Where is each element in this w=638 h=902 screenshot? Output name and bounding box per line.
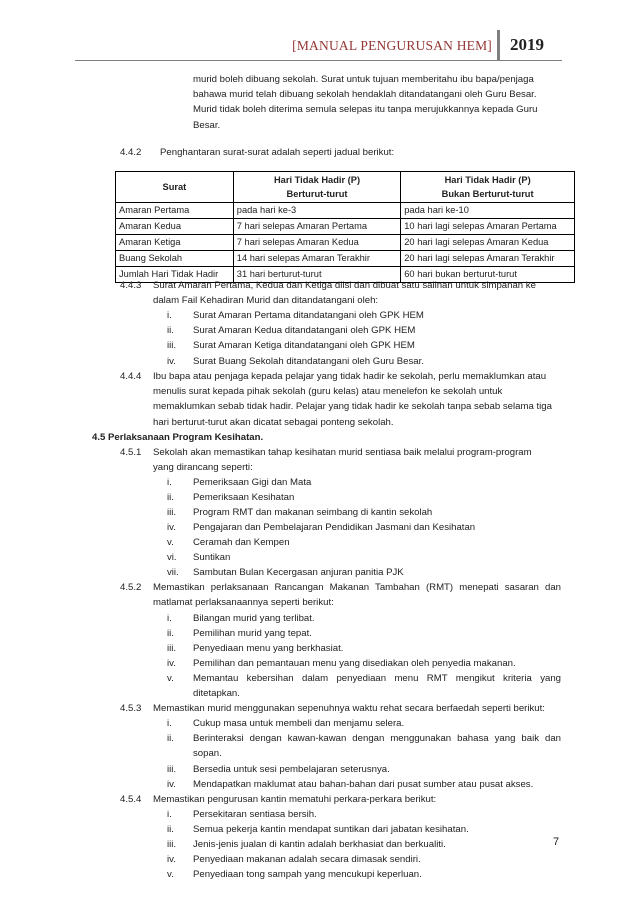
list-marker: i. xyxy=(167,809,172,820)
list-marker: iii. xyxy=(167,643,177,654)
list-marker: iii. xyxy=(167,764,177,775)
list-item: Suntikan xyxy=(193,552,231,563)
section-4-5-3-line: Memastikan murid menggunakan sepenuhnya waktu rehat secara berfaedah seperti berikut: xyxy=(153,703,545,714)
list-marker: i. xyxy=(167,477,172,488)
list-marker: ii. xyxy=(167,824,174,835)
table-cell: 7 hari selepas Amaran Kedua xyxy=(233,235,400,251)
table-header-surat: Surat xyxy=(116,172,234,203)
section-4-5-2-line: Memastikan perlaksanaan Rancangan Makanan Tambahan (RMT) menepati sasaran dan xyxy=(153,582,561,593)
section-4-5-2-number: 4.5.2 xyxy=(120,582,142,593)
list-marker: ii. xyxy=(167,492,174,503)
table-cell: Amaran Pertama xyxy=(116,203,234,219)
list-item: Pemilihan dan pemantauan menu yang disediakan oleh penyedia makanan. xyxy=(193,658,516,669)
page-number: 7 xyxy=(553,836,560,848)
table-row xyxy=(116,235,575,251)
list-marker: v. xyxy=(167,869,174,880)
table-row xyxy=(116,219,575,235)
section-4-4-2-number: 4.4.2 xyxy=(120,147,142,158)
table-cell: Buang Sekolah xyxy=(116,251,234,267)
list-marker: iv. xyxy=(167,522,176,533)
list-marker: i. xyxy=(167,310,172,321)
list-item: Pemeriksaan Kesihatan xyxy=(193,492,295,503)
table-row xyxy=(116,203,575,219)
list-item: Cukup masa untuk membeli dan menjamu selera. xyxy=(193,718,405,729)
paragraph-line: memaklumkan sebab tidak hadir. Pelajar yang tidak hadir ke sekolah tanpa sebab selama tiga xyxy=(153,401,552,413)
section-4-5-1-line: yang dirancang seperti: xyxy=(153,462,253,473)
section-4-5-4-number: 4.5.4 xyxy=(120,794,142,805)
list-marker: ii. xyxy=(167,325,174,336)
list-marker: v. xyxy=(167,537,174,548)
table-cell: 31 hari berturut-turut xyxy=(233,267,400,283)
list-marker: iii. xyxy=(167,839,177,850)
list-item: Memantau kebersihan dalam penyediaan menu RMT mengikut kriteria yang xyxy=(193,673,561,684)
paragraph-line: hari berturut-turut akan dicatat sebagai ponteng sekolah. xyxy=(153,416,394,428)
list-item: Program RMT dan makanan seimbang di kantin sekolah xyxy=(193,507,433,518)
table-cell: 20 hari lagi selepas Amaran Kedua xyxy=(401,235,575,251)
list-item: Sambutan Bulan Kecergasan anjuran panitia PJK xyxy=(193,567,404,578)
header-year: 2019 xyxy=(510,35,544,54)
table-header-nonconsecutive: Hari Tidak Hadir (P) Bukan Berturut-turut xyxy=(401,172,575,203)
section-4-5-4-line: Memastikan pengurusan kantin mematuhi perkara-perkara berikut: xyxy=(153,794,437,805)
list-marker: iv. xyxy=(167,854,176,865)
list-item: Surat Amaran Pertama ditandatangani oleh GPK HEM xyxy=(193,310,424,321)
header-divider xyxy=(497,30,500,60)
list-item: Pengajaran dan Pembelajaran Pendidikan Jasmani dan Kesihatan xyxy=(193,522,476,533)
list-item: Surat Amaran Ketiga ditandatangani oleh GPK HEM xyxy=(193,340,415,351)
header-rule xyxy=(75,60,562,61)
list-item: Pemeriksaan Gigi dan Mata xyxy=(193,477,312,488)
list-marker: vi. xyxy=(167,552,177,563)
section-4-5-heading: 4.5 Perlaksanaan Program Kesihatan. xyxy=(92,432,264,443)
list-item: Persekitaran sentiasa bersih. xyxy=(193,809,317,820)
list-item: Ceramah dan Kempen xyxy=(193,537,290,548)
table-header-row xyxy=(116,172,575,203)
list-item: Semua pekerja kantin mendapat suntikan dari jabatan kesihatan. xyxy=(193,824,469,835)
table-cell: Jumlah Hari Tidak Hadir xyxy=(116,267,234,283)
list-marker: ii. xyxy=(167,733,174,744)
list-marker: iv. xyxy=(167,779,176,790)
table-cell: pada hari ke-10 xyxy=(401,203,575,219)
list-item: Mendapatkan maklumat atau bahan-bahan dari pusat sumber atau pusat akses. xyxy=(193,779,534,790)
section-4-4-4-paragraph xyxy=(153,369,561,430)
paragraph-line: Ibu bapa atau penjaga kepada pelajar yang tidak hadir ke sekolah, perlu memaklumkan atau xyxy=(153,371,547,382)
list-item: Penyediaan menu yang berkhasiat. xyxy=(193,643,344,654)
table-cell: Amaran Ketiga xyxy=(116,235,234,251)
list-marker: i. xyxy=(167,718,172,729)
intro-line: murid boleh dibuang sekolah. Surat untuk tujuan memberitahu ibu bapa/penjaga xyxy=(193,74,534,85)
section-4-5-1-number: 4.5.1 xyxy=(120,447,142,458)
list-item: Jenis-jenis jualan di kantin adalah berkhasiat dan berkualiti. xyxy=(193,839,446,850)
section-4-5-2-line: matlamat perlaksanaannya seperti berikut: xyxy=(153,597,334,608)
section-4-4-3-line: Surat Amaran Pertama, Kedua dan Ketiga diisi dan dibuat satu salinan untuk simpanan ke xyxy=(153,280,536,291)
attendance-schedule-table xyxy=(115,171,575,283)
list-marker: v. xyxy=(167,673,174,684)
list-item: Penyediaan tong sampah yang mencukupi keperluan. xyxy=(193,869,422,880)
list-item: Surat Amaran Kedua ditandatangani oleh GPK HEM xyxy=(193,325,416,336)
list-marker: iii. xyxy=(167,507,177,518)
list-marker: i. xyxy=(167,613,172,624)
table-cell: Amaran Kedua xyxy=(116,219,234,235)
intro-line: bahawa murid telah dibuang sekolah hendaklah ditandatangani oleh Guru Besar. xyxy=(193,89,537,101)
list-marker: ii. xyxy=(167,628,174,639)
section-4-4-3-line: dalam Fail Kehadiran Murid dan ditandatangani oleh: xyxy=(153,295,379,306)
list-item: Bersedia untuk sesi pembelajaran seterusnya. xyxy=(193,764,390,775)
table-cell: 10 hari lagi selepas Amaran Pertama xyxy=(401,219,575,235)
intro-line: Besar. xyxy=(193,119,221,131)
section-4-4-4-number: 4.4.4 xyxy=(120,371,142,382)
table-cell: 7 hari selepas Amaran Pertama xyxy=(233,219,400,235)
list-item-continuation: ditetapkan. xyxy=(193,688,240,699)
list-item: Pemilihan murid yang tepat. xyxy=(193,628,312,639)
section-4-4-2-text: Penghantaran surat-surat adalah seperti jadual berikut: xyxy=(160,147,395,158)
list-item: Berinteraksi dengan kawan-kawan dengan menggunakan bahasa yang baik dan xyxy=(193,733,561,744)
table-cell: pada hari ke-3 xyxy=(233,203,400,219)
intro-paragraph xyxy=(193,72,561,133)
table-cell: 20 hari lagi selepas Amaran Terakhir xyxy=(401,251,575,267)
list-marker: vii. xyxy=(167,567,179,578)
list-item-continuation: sopan. xyxy=(193,748,222,759)
list-marker: iii. xyxy=(167,340,177,351)
list-marker: iv. xyxy=(167,658,176,669)
intro-line: Murid tidak boleh diterima semula selepas itu tanpa merujukkannya kepada Guru xyxy=(193,104,538,116)
section-4-5-3-number: 4.5.3 xyxy=(120,703,142,714)
paragraph-line: menulis surat kepada pihak sekolah (guru kelas) atau menelefon ke sekolah untuk xyxy=(153,386,503,398)
table-cell: 60 hari bukan berturut-turut xyxy=(401,267,575,283)
section-4-4-3-number: 4.4.3 xyxy=(120,280,142,291)
list-item: Bilangan murid yang terlibat. xyxy=(193,613,315,624)
table-cell: 14 hari selepas Amaran Terakhir xyxy=(233,251,400,267)
list-item: Surat Buang Sekolah ditandatangani oleh Guru Besar. xyxy=(193,356,424,367)
header-title: [MANUAL PENGURUSAN HEM] xyxy=(292,38,492,53)
table-header-consecutive: Hari Tidak Hadir (P) Berturut-turut xyxy=(233,172,400,203)
table-row xyxy=(116,251,575,267)
list-marker: iv. xyxy=(167,356,176,367)
list-item: Penyediaan makanan adalah secara dimasak sendiri. xyxy=(193,854,421,865)
section-4-5-1-line: Sekolah akan memastikan tahap kesihatan murid sentiasa baik melalui program-program xyxy=(153,447,532,458)
